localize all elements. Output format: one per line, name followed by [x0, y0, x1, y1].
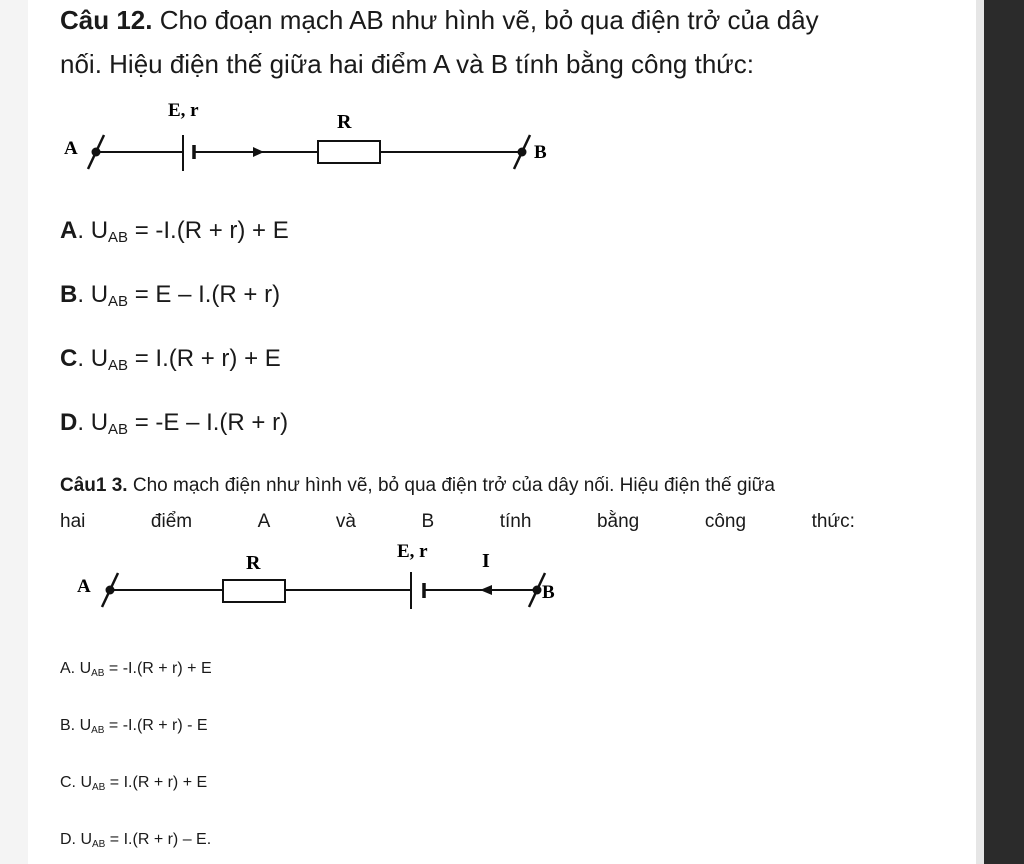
q13-title-line1: Câu1 3. Cho mạch điện như hình vẽ, bỏ qua điện trở của dây nối. Hiệu điện thế giữa [60, 475, 775, 496]
q13-resistor [223, 580, 285, 602]
q12-label-resistor: R [337, 111, 352, 133]
q13-label-a: A [77, 576, 91, 597]
q13-option-b[interactable]: B. $U_{AB} = -I.(R + r) - E$ [60, 717, 208, 736]
q12-option-c[interactable]: C. $U_{AB} = I.(R + r) + E$ [60, 345, 281, 374]
q13-label-source: E, r [397, 541, 428, 562]
q12-circuit-diagram [60, 95, 600, 185]
q13-option-a[interactable]: A. $U_{AB} = -I.(R + r) + E$ [60, 660, 212, 679]
q13-title-line2: hai điểm A và B tính bằng công thức: [60, 511, 855, 532]
q13-option-c[interactable]: C. $U_{AB} = I.(R + r) + E$ [60, 774, 208, 793]
q13-circuit-diagram [60, 535, 600, 625]
right-margin-edge [976, 0, 984, 864]
q13-option-d[interactable]: D. $U_{AB} = I.(R + r) - E$. [60, 831, 212, 850]
q12-terminal-b-dot [518, 148, 527, 157]
right-dark-border [984, 0, 1024, 864]
q13-label-current: I [482, 550, 490, 572]
q12-option-b[interactable]: B. $U_{AB} = E - I.(R + r)$ [60, 281, 281, 310]
q12-label-source: E, r [168, 100, 199, 121]
q12-label-b: B [534, 142, 547, 163]
q12-number: Câu 12. [60, 5, 153, 35]
q12-option-d[interactable]: D. $U_{AB} = -E - I.(R + r)$ [60, 409, 289, 438]
left-margin [0, 0, 28, 864]
q12-title-line1: Câu 12. Cho đoạn mạch AB như hình vẽ, bỏ qua điện trở của dây [60, 5, 819, 35]
q12-resistor [318, 141, 380, 163]
q13-terminal-b-dot [533, 586, 542, 595]
q12-option-a[interactable]: A. $U_{AB} = -I.(R + r) + E$ [60, 217, 289, 246]
q12-label-a: A [64, 138, 78, 159]
q13-label-resistor: R [246, 552, 261, 574]
q13-current-arrow [480, 585, 492, 595]
q12-current-arrow [253, 147, 264, 157]
q13-number: Câu1 3. [60, 475, 128, 496]
q12-title-line2: nối. Hiệu điện thế giữa hai điểm A và B tính bằng công thức: [60, 49, 754, 79]
q13-label-b: B [542, 582, 555, 603]
